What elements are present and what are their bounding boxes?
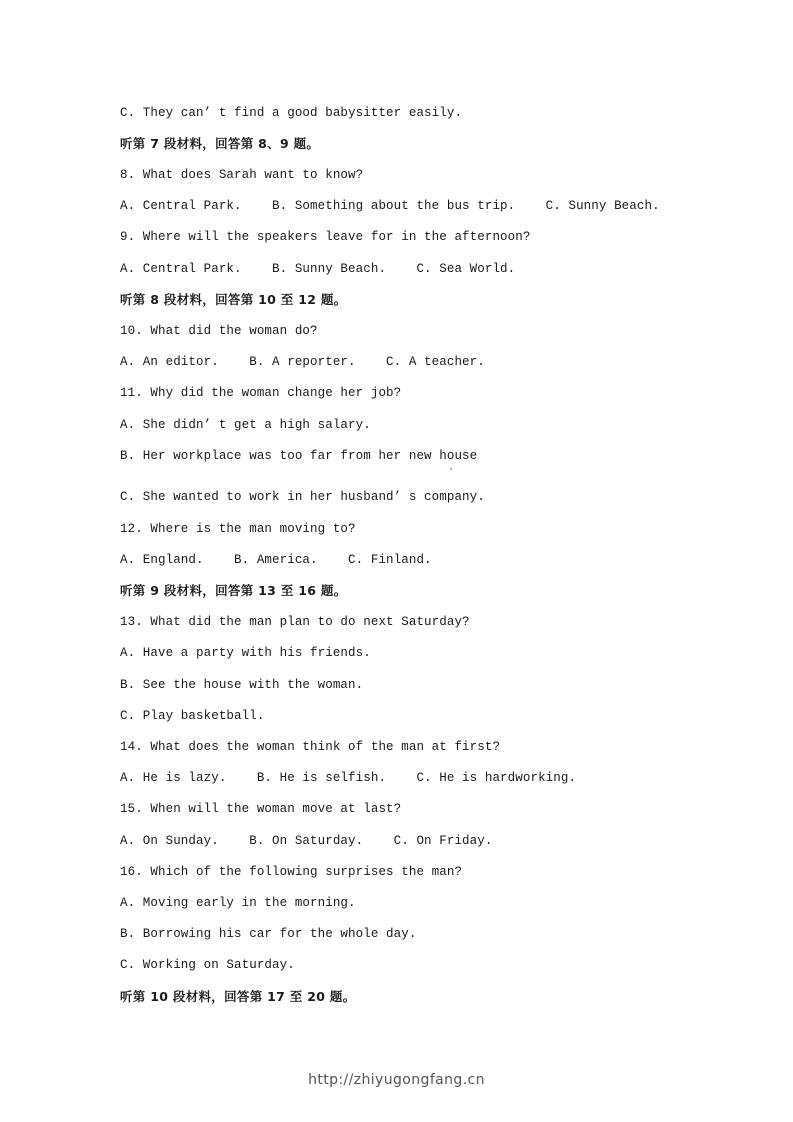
section-heading: 听第 9 段材料，回答第 13 至 16 题。	[120, 583, 347, 598]
question-line: 11. Why did the woman change her job?	[120, 386, 402, 400]
option-line: B. See the house with the woman.	[120, 678, 364, 692]
option-line: A. An editor. B. A reporter. C. A teacher.	[120, 355, 485, 369]
option-line: A. She didn’ t get a high salary.	[120, 418, 371, 432]
question-line: 12. Where is the man moving to?	[120, 522, 356, 536]
question-line: 9. Where will the speakers leave for in the afternoon?	[120, 230, 531, 244]
option-line: A. Have a party with his friends.	[120, 646, 371, 660]
question-line: 13. What did the man plan to do next Saturday?	[120, 615, 470, 629]
question-line: 10. What did the woman do?	[120, 324, 318, 338]
question-line: 16. Which of the following surprises the man?	[120, 865, 463, 879]
stray-mark	[450, 468, 452, 470]
section-heading: 听第 8 段材料，回答第 10 至 12 题。	[120, 292, 347, 307]
option-line: C. They can’ t find a good babysitter easily.	[120, 106, 463, 120]
option-line: A. England. B. America. C. Finland.	[120, 553, 432, 567]
question-line: 15. When will the woman move at last?	[120, 802, 402, 816]
option-line: C. Working on Saturday.	[120, 958, 295, 972]
option-line: C. She wanted to work in her husband’ s company.	[120, 490, 485, 504]
option-line: A. Central Park. B. Sunny Beach. C. Sea World.	[120, 262, 516, 276]
footer-url[interactable]: http://zhiyugongfang.cn	[308, 1072, 485, 1088]
option-line: A. On Sunday. B. On Saturday. C. On Friday.	[120, 834, 493, 848]
section-heading: 听第 10 段材料，回答第 17 至 20 题。	[120, 989, 356, 1004]
option-line: B. Borrowing his car for the whole day.	[120, 927, 417, 941]
question-line: 14. What does the woman think of the man at first?	[120, 740, 501, 754]
option-line: A. Central Park. B. Something about the bus trip. C. Sunny Beach.	[120, 199, 660, 213]
option-line: B. Her workplace was too far from her new house	[120, 449, 478, 463]
section-heading: 听第 7 段材料，回答第 8、9 题。	[120, 136, 320, 151]
option-line: A. Moving early in the morning.	[120, 896, 356, 910]
question-line: 8. What does Sarah want to know?	[120, 168, 364, 182]
option-line: C. Play basketball.	[120, 709, 265, 723]
option-line: A. He is lazy. B. He is selfish. C. He is hardworking.	[120, 771, 577, 785]
